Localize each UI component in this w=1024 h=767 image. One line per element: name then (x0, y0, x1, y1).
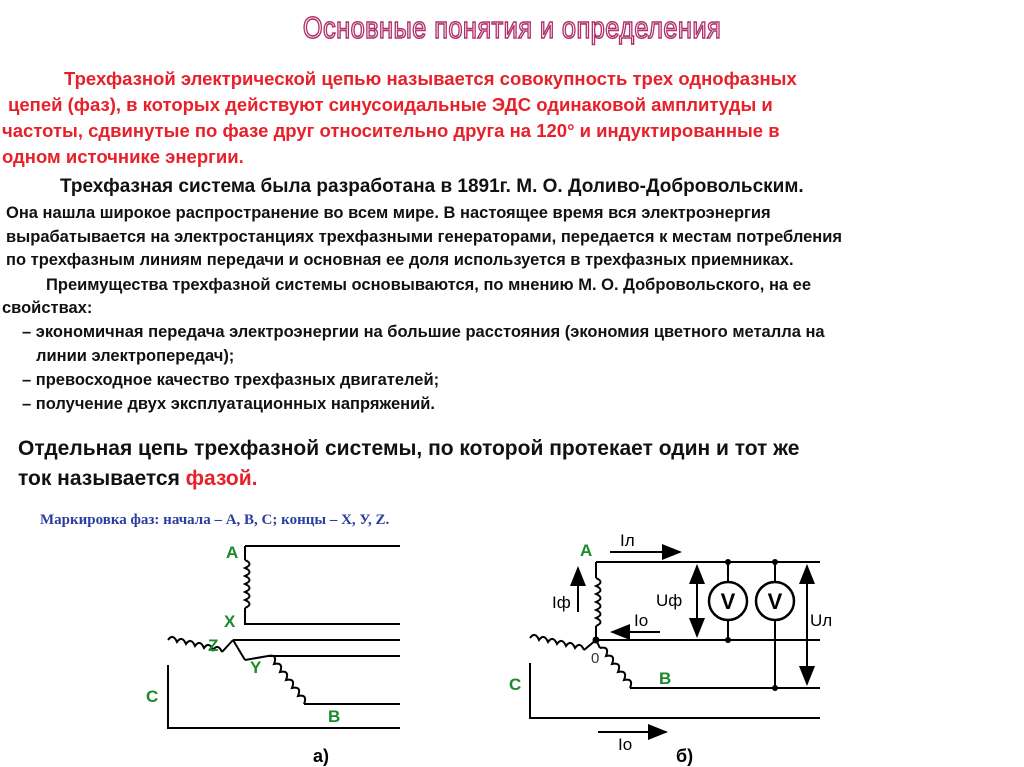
label-b-a: A (580, 541, 593, 560)
line-c-bottom (168, 665, 400, 728)
coil-a (596, 578, 601, 626)
label-i-zero-bottom: Iо (618, 735, 633, 754)
label-i-phase: Iф (552, 593, 571, 612)
voltmeter-phase (709, 582, 747, 620)
history-heading: Трехфазная система была разработана в 1891г. М. О. Доливо-Добровольским. (60, 176, 804, 197)
phase-definition-prefix: ток называется (18, 467, 186, 490)
label-b-b: B (659, 669, 672, 688)
node-v2-top (772, 559, 778, 565)
advantage-item-2: – превосходное качество трехфазных двигателей; (22, 371, 440, 389)
advantage-item-3: – получение двух эксплуатационных напряжений. (22, 395, 435, 413)
label-b-c: C (509, 675, 522, 694)
diagram-b (530, 552, 820, 732)
advantages-intro-2: свойствах: (2, 299, 93, 317)
voltmeter-phase-label: V (720, 589, 736, 614)
line-x (245, 608, 400, 624)
label-u-line: Uл (810, 611, 833, 630)
phase-definition-line-2 (18, 464, 257, 494)
definition-line-3: частоты, сдвинутые по фазе друг относительно друга на 120° и индуктированные в (2, 120, 780, 141)
circuit-diagrams (0, 530, 1024, 767)
coil-ax (245, 560, 250, 608)
label-i-line: Iл (620, 531, 635, 550)
voltmeter-line-label: V (767, 589, 783, 614)
history-line-1: Она нашла широкое распространение во всем мире. В настоящее время вся электроэнергия (6, 204, 771, 222)
definition-line-1: Трехфазной электрической цепью называется совокупность трех однофазных (64, 68, 797, 89)
phase-definition-line-1: Отдельная цепь трехфазной системы, по которой протекает один и тот же (18, 437, 800, 460)
phase-marking-note: Маркировка фаз: начала – А, В, С; концы – Х, У, Z. (40, 512, 390, 528)
label-b: B (328, 707, 341, 726)
diagram-a (168, 546, 400, 728)
page-title: Основные понятия и определения (302, 10, 722, 45)
advantage-item-1: – экономичная передача электроэнергии на большие расстояния (экономия цветного металла на (22, 323, 825, 341)
label-i-zero-top: Iо (634, 611, 649, 630)
label-x: X (224, 612, 236, 631)
label-y: Y (250, 658, 262, 677)
label-c: C (146, 687, 159, 706)
node-neutral (593, 637, 600, 644)
label-u-phase: Uф (656, 591, 683, 610)
coil-yb (268, 656, 305, 704)
history-line-3: по трехфазным линиям передачи и основная ее доля используется в трехфазных приемниках. (6, 251, 794, 269)
history-line-2: вырабатывается на электростанциях трехфазными генераторами, передается к местам потребления (6, 228, 843, 246)
label-a: A (226, 543, 239, 562)
coil-b (600, 648, 631, 688)
coil-c (530, 635, 584, 650)
phase-term: фазой. (185, 467, 258, 490)
label-neutral: 0 (591, 650, 600, 667)
node-v1-top (725, 559, 731, 565)
caption-b: б) (676, 746, 694, 766)
caption-a: а) (313, 746, 330, 766)
voltmeter-line (756, 582, 794, 620)
node-v1-bottom (725, 637, 731, 643)
label-z: Z (208, 636, 219, 655)
advantages-intro: Преимущества трехфазной системы основываются, по мнению М. О. Добровольского, на ее (46, 276, 812, 294)
definition-line-2: цепей (фаз), в которых действуют синусоидальные ЭДС одинаковой амплитуды и (8, 94, 773, 115)
node-v2-bottom (772, 685, 778, 691)
advantage-item-1-cont: линии электропередач); (36, 347, 235, 365)
definition-line-4: одном источнике энергии. (2, 146, 244, 167)
